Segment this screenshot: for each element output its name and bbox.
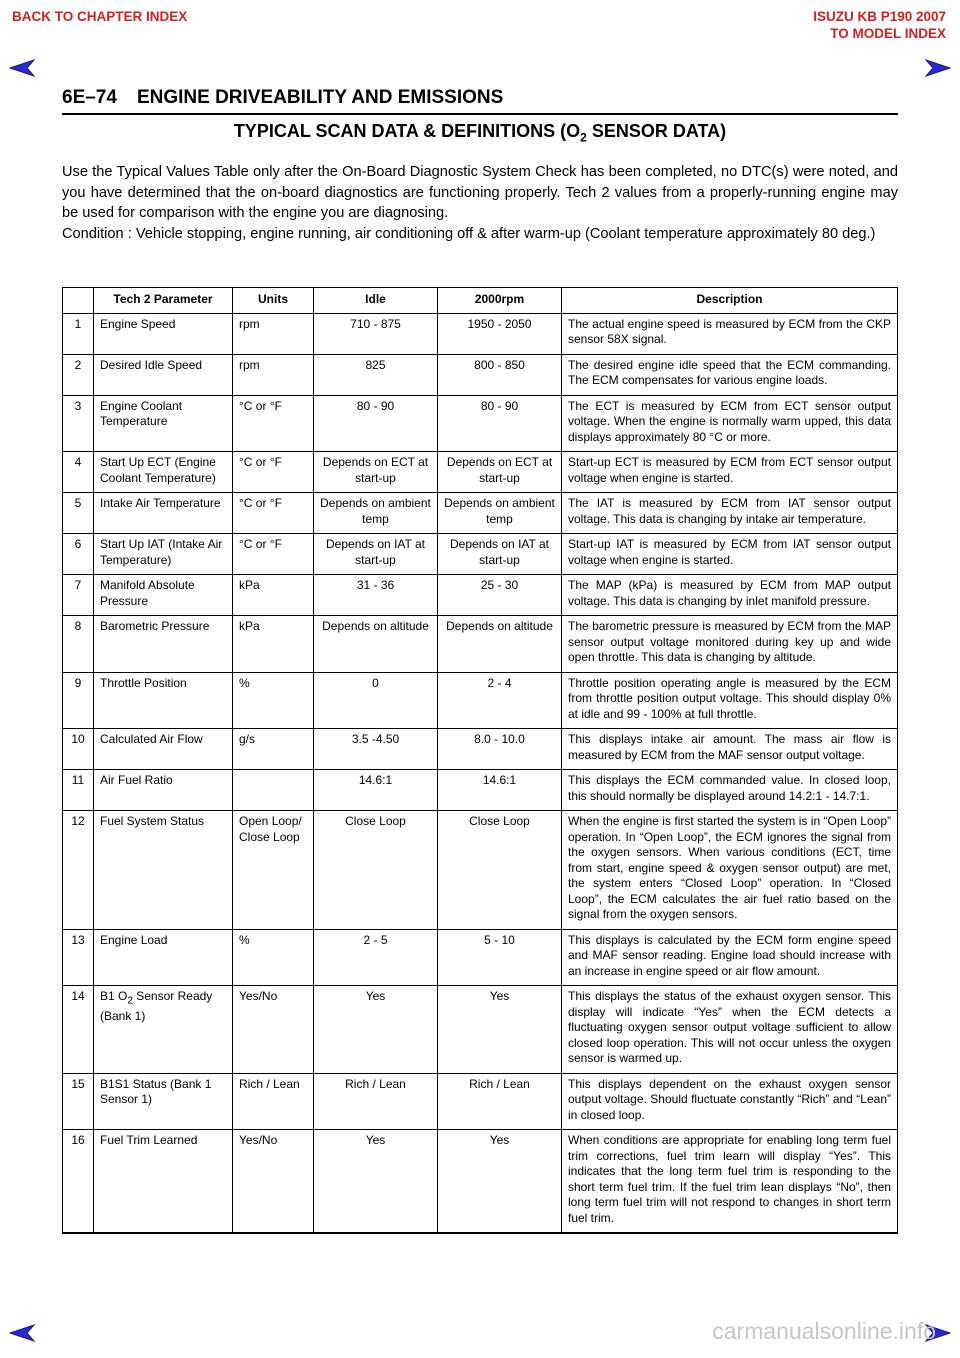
parameter-cell: Engine Load: [94, 929, 233, 986]
description-cell: This displays intake air amount. The mass air flow is measured by ECM from the MAF sensor output voltage.: [562, 729, 898, 770]
units-cell: [233, 770, 314, 811]
row-number: 9: [63, 672, 94, 729]
to-model-index-link[interactable]: TO MODEL INDEX: [830, 26, 946, 41]
description-cell: This displays is calculated by the ECM form engine speed and MAF sensor reading. Engine load should increase with an increase in engine speed or air flow amount.: [562, 929, 898, 986]
description-cell: The ECT is measured by ECM from ECT sensor output voltage. When the engine is normally warm upped, this data displays approximately 80 °C or more.: [562, 395, 898, 452]
parameter-cell: Barometric Pressure: [94, 616, 233, 673]
condition-paragraph: Condition : Vehicle stopping, engine running, air conditioning off & after warm-up (Coolant temperature approximately 80 deg.): [62, 225, 876, 242]
page-header: [62, 87, 523, 109]
table-row: [63, 1130, 898, 1234]
page-title: TYPICAL SCAN DATA & DEFINITIONS ($O_2$ SENSOR DATA): [233, 121, 727, 145]
column-header: [63, 288, 94, 314]
idle-value-cell: 2 - 5: [314, 929, 438, 986]
description-cell: This displays dependent on the exhaust oxygen sensor output voltage. Should fluctuate constantly “Rich” and “Lean” in closed loop.: [562, 1073, 898, 1130]
left-arrow-icon[interactable]: [9, 58, 35, 78]
idle-value-cell: 80 - 90: [314, 395, 438, 452]
idle-value-cell: Depends on altitude: [314, 616, 438, 673]
left-arrow-icon[interactable]: [9, 1323, 35, 1343]
parameter-cell: Start Up IAT (Intake Air Temperature): [94, 534, 233, 575]
parameter-cell: Throttle Position: [94, 672, 233, 729]
back-to-chapter-index-link[interactable]: BACK TO CHAPTER INDEX: [12, 9, 188, 24]
idle-value-cell: 710 - 875: [314, 313, 438, 354]
section-title: ENGINE DRIVEABILITY AND EMISSIONS: [136, 87, 504, 108]
scan-data-table: [62, 287, 898, 1234]
column-header: Tech 2 Parameter: [94, 288, 233, 314]
description-cell: Throttle position operating angle is measured by the ECM from throttle position output voltage. This should display 0% at idle and 99 - 100% at full throttle.: [562, 672, 898, 729]
rpm2000-value-cell: Yes: [438, 1130, 562, 1234]
rpm2000-value-cell: 800 - 850: [438, 354, 562, 395]
rpm2000-value-cell: Yes: [438, 986, 562, 1074]
column-header: 2000rpm: [438, 288, 562, 314]
row-number: 11: [63, 770, 94, 811]
row-number: 15: [63, 1073, 94, 1130]
units-cell: g/s: [233, 729, 314, 770]
watermark: carmanualsonline.info: [712, 1318, 936, 1344]
parameter-cell: B1 $O_2$ Sensor Ready (Bank 1): [94, 986, 233, 1074]
parameter-cell: B1S1 Status (Bank 1 Sensor 1): [94, 1073, 233, 1130]
idle-value-cell: Depends on ECT at start-up: [314, 452, 438, 493]
idle-value-cell: Rich / Lean: [314, 1073, 438, 1130]
table-row: [63, 616, 898, 673]
units-cell: Yes/No: [233, 1130, 314, 1234]
row-number: 6: [63, 534, 94, 575]
description-cell: The desired engine idle speed that the ECM commanding. The ECM compensates for various engine loads.: [562, 354, 898, 395]
model-name-link[interactable]: ISUZU KB P190 2007: [813, 9, 946, 24]
units-cell: Yes/No: [233, 986, 314, 1074]
rpm2000-value-cell: Rich / Lean: [438, 1073, 562, 1130]
parameter-cell: Manifold Absolute Pressure: [94, 575, 233, 616]
column-header: Units: [233, 288, 314, 314]
idle-value-cell: Depends on IAT at start-up: [314, 534, 438, 575]
description-cell: The barometric pressure is measured by ECM from the MAP sensor output voltage monitored during key up and wide open throttle. This data is changing by altitude.: [562, 616, 898, 673]
units-cell: Open Loop/ Close Loop: [233, 811, 314, 930]
intro-paragraph: Use the Typical Values Table only after the On-Board Diagnostic System Check has been completed, no DTC(s) were noted, and you have determined that the on-board diagnostics are functioning properly. Tech 2 values from a properly-running engine may be used for comparison with the engine you are diagnosing.: [62, 164, 898, 221]
rpm2000-value-cell: 25 - 30: [438, 575, 562, 616]
units-cell: °C or °F: [233, 493, 314, 534]
row-number: 14: [63, 986, 94, 1074]
idle-value-cell: 3.5 -4.50: [314, 729, 438, 770]
units-cell: kPa: [233, 616, 314, 673]
rpm2000-value-cell: Depends on IAT at start-up: [438, 534, 562, 575]
description-cell: This displays the ECM commanded value. In closed loop, this should normally be displayed around 14.2:1 - 14.7:1.: [562, 770, 898, 811]
description-cell: The MAP (kPa) is measured by ECM from MAP output voltage. This data is changing by inlet manifold pressure.: [562, 575, 898, 616]
row-number: 2: [63, 354, 94, 395]
intro-text: [62, 162, 898, 244]
description-cell: Start-up IAT is measured by ECM from IAT sensor output voltage when engine is started.: [562, 534, 898, 575]
idle-value-cell: 14.6:1: [314, 770, 438, 811]
idle-value-cell: 825: [314, 354, 438, 395]
right-arrow-icon[interactable]: [925, 58, 951, 78]
table-row: [63, 1073, 898, 1130]
rpm2000-value-cell: 1950 - 2050: [438, 313, 562, 354]
table-row: [63, 986, 898, 1074]
units-cell: °C or °F: [233, 534, 314, 575]
idle-value-cell: 0: [314, 672, 438, 729]
rpm2000-value-cell: Close Loop: [438, 811, 562, 930]
table-row: [63, 770, 898, 811]
row-number: 3: [63, 395, 94, 452]
description-cell: The IAT is measured by ECM from IAT sensor output voltage. This data is changing by intake air temperature.: [562, 493, 898, 534]
column-header: Description: [562, 288, 898, 314]
units-cell: kPa: [233, 575, 314, 616]
parameter-cell: Engine Coolant Temperature: [94, 395, 233, 452]
parameter-cell: Calculated Air Flow: [94, 729, 233, 770]
rpm2000-value-cell: Depends on altitude: [438, 616, 562, 673]
parameter-cell: Air Fuel Ratio: [94, 770, 233, 811]
idle-value-cell: 31 - 36: [314, 575, 438, 616]
description-cell: When conditions are appropriate for enabling long term fuel trim corrections, fuel trim learn will display “Yes”. This indicates that the long term fuel trim is responding to the short term fuel trim. If the fuel trim lean displays “No”, then long term fuel trim will not respond to changes in short term fuel trim.: [562, 1130, 898, 1234]
parameter-cell: Fuel Trim Learned: [94, 1130, 233, 1234]
parameter-cell: Fuel System Status: [94, 811, 233, 930]
rpm2000-value-cell: 80 - 90: [438, 395, 562, 452]
parameter-cell: Intake Air Temperature: [94, 493, 233, 534]
idle-value-cell: Yes: [314, 986, 438, 1074]
parameter-cell: Start Up ECT (Engine Coolant Temperature): [94, 452, 233, 493]
rpm2000-value-cell: Depends on ECT at start-up: [438, 452, 562, 493]
table-row: [63, 452, 898, 493]
table-row: [63, 575, 898, 616]
row-number: 7: [63, 575, 94, 616]
units-cell: Rich / Lean: [233, 1073, 314, 1130]
description-cell: When the engine is first started the system is in “Open Loop” operation. In “Open Loop”, the ECM ignores the signal from the oxygen sensors. When various conditions (ECT, time from start, engine speed & oxygen sensor output) are met, the system enters “Closed Loop” operation. In “Closed Loop”, the ECM calculates the air fuel ratio based on the signal from the oxygen sensors.: [562, 811, 898, 930]
header-rule: [62, 113, 898, 115]
units-cell: %: [233, 672, 314, 729]
table-row: [63, 929, 898, 986]
units-cell: rpm: [233, 313, 314, 354]
rpm2000-value-cell: 14.6:1: [438, 770, 562, 811]
table-row: [63, 313, 898, 354]
idle-value-cell: Yes: [314, 1130, 438, 1234]
rpm2000-value-cell: Depends on ambient temp: [438, 493, 562, 534]
row-number: 16: [63, 1130, 94, 1234]
rpm2000-value-cell: 2 - 4: [438, 672, 562, 729]
page-number: 6E–74: [62, 87, 117, 108]
description-cell: This displays the status of the exhaust oxygen sensor. This display will indicate “Yes” when the ECM detects a fluctuating oxygen sensor output voltage sufficient to allow closed loop operation. This will not occur unless the oxygen sensor is warmed up.: [562, 986, 898, 1074]
units-cell: °C or °F: [233, 395, 314, 452]
table-row: [63, 672, 898, 729]
model-index-block: [813, 8, 946, 42]
units-cell: °C or °F: [233, 452, 314, 493]
row-number: 10: [63, 729, 94, 770]
row-number: 1: [63, 313, 94, 354]
row-number: 13: [63, 929, 94, 986]
table-row: [63, 395, 898, 452]
table-row: [63, 493, 898, 534]
parameter-cell: Engine Speed: [94, 313, 233, 354]
rpm2000-value-cell: 8.0 - 10.0: [438, 729, 562, 770]
table-row: [63, 729, 898, 770]
rpm2000-value-cell: 5 - 10: [438, 929, 562, 986]
description-cell: Start-up ECT is measured by ECM from ECT sensor output voltage when engine is started.: [562, 452, 898, 493]
description-cell: The actual engine speed is measured by ECM from the CKP sensor 58X signal.: [562, 313, 898, 354]
idle-value-cell: Depends on ambient temp: [314, 493, 438, 534]
parameter-cell: Desired Idle Speed: [94, 354, 233, 395]
column-header: Idle: [314, 288, 438, 314]
table-row: [63, 534, 898, 575]
units-cell: %: [233, 929, 314, 986]
row-number: 4: [63, 452, 94, 493]
row-number: 8: [63, 616, 94, 673]
table-row: [63, 811, 898, 930]
table-row: [63, 354, 898, 395]
row-number: 5: [63, 493, 94, 534]
units-cell: rpm: [233, 354, 314, 395]
table-header-row: [63, 288, 898, 314]
row-number: 12: [63, 811, 94, 930]
idle-value-cell: Close Loop: [314, 811, 438, 930]
